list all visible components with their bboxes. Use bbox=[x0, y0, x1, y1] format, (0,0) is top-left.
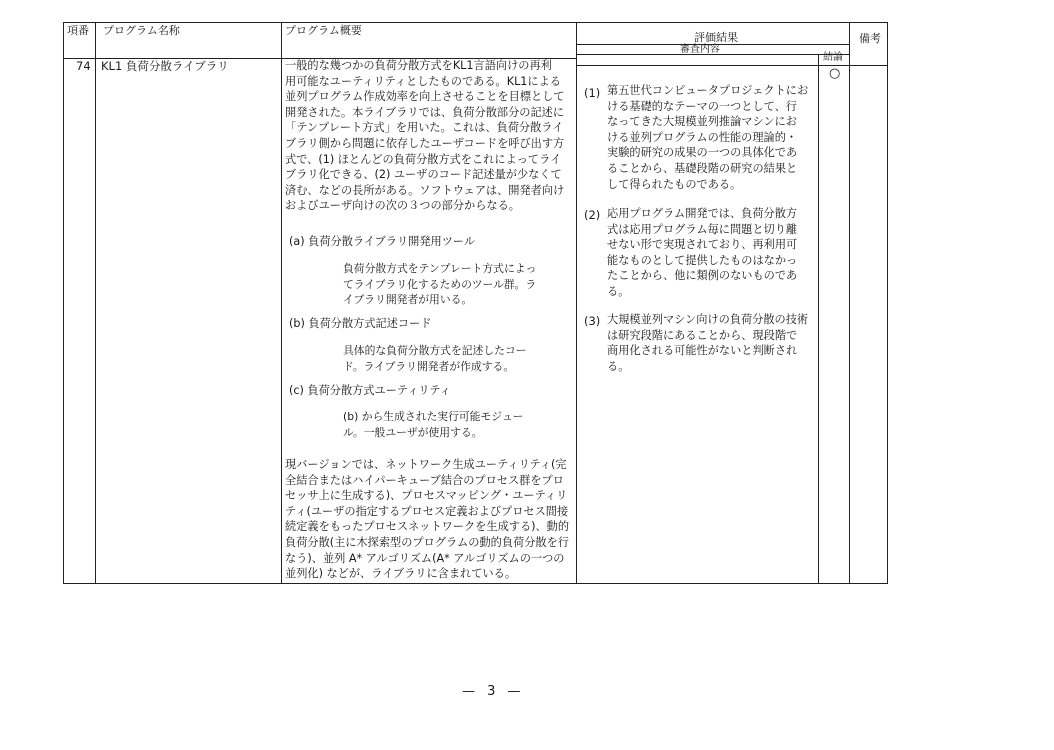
review-1-label: (1) bbox=[584, 86, 601, 100]
page-number: — 3 — bbox=[462, 684, 525, 699]
header-remarks: 備考 bbox=[859, 32, 881, 45]
col-divider-2 bbox=[281, 22, 282, 584]
review-3-text: 大規模並列マシン向けの負荷分散の技術 は研究段階にあることから、現段階で 商用化される可能性がないと判断され る。 bbox=[607, 313, 809, 373]
part-a-title: (a) 負荷分散ライブラリ開発用ツール bbox=[289, 235, 476, 248]
col-divider-1 bbox=[95, 22, 96, 584]
review-3-label: (3) bbox=[584, 314, 601, 328]
review-2-label: (2) bbox=[584, 208, 601, 222]
overview-intro: 一般的な幾つかの負荷分散方式をKL1言語向けの再利 用可能なユーティリティとしたものである。KL1による 並列プログラム作成効率を向上させることを目標として 開発された。本ライブラリでは、負荷分散部分の記述に 「テンプレート方式」を用いた。これは、負荷分散ライ ブラリ側から問題に依存したユーザコードを呼び出す方 式で、(1) ほとんどの負荷分散方式をこれによってライ ブラリ化できる、(2) ユーザのコード記述量が少なくて 済む、などの長所がある。ソフトウェアは、開発者向け およびユーザ向けの次の３つの部分からなる。 bbox=[285, 59, 565, 213]
header-program-overview: プログラム概要 bbox=[285, 24, 362, 37]
review-1-text: 第五世代コンピュータプロジェクトにお ける基礎的なテーマの一つとして、行 なってきた大規模並列推論マシンにお ける並列プログラムの性能の理論的・ 実験的研究の成果の一つの具体化であ ることから、基礎段階の研究の結果と して得られたものである。 bbox=[607, 84, 809, 191]
col-divider-4 bbox=[818, 54, 819, 584]
table-left-border bbox=[63, 22, 64, 584]
header-review-content: 審査内容 bbox=[680, 44, 720, 55]
header-evaluation-result: 評価結果 bbox=[694, 31, 738, 44]
program-name: KL1 負荷分散ライブラリ bbox=[101, 59, 229, 73]
header-conclusion: 結論 bbox=[823, 52, 843, 63]
part-c-title: (c) 負荷分散方式ユーティリティ bbox=[289, 384, 451, 397]
part-a-body: 負荷分散方式をテンプレート方式によっ てライブラリ化するためのツール群。ラ イブラリ開発者が用いる。 bbox=[343, 262, 537, 307]
col-divider-3 bbox=[576, 22, 577, 584]
eval-subheader-bottom bbox=[576, 65, 888, 66]
part-b-title: (b) 負荷分散方式記述コード bbox=[289, 317, 432, 330]
header-program-name: プログラム名称 bbox=[103, 24, 180, 37]
table-right-border bbox=[887, 22, 888, 584]
header-item-no: 項番 bbox=[67, 24, 89, 37]
conclusion-mark: ○ bbox=[829, 66, 841, 81]
table-bottom-border bbox=[63, 583, 888, 584]
part-b-body: 具体的な負荷分散方式を記述したコー ド。ライブラリ開発者が作成する。 bbox=[343, 344, 527, 373]
part-c-body: (b) から生成された実行可能モジュー ル。一般ユーザが使用する。 bbox=[343, 410, 524, 439]
overview-current: 現バージョンでは、ネットワーク生成ユーティリティ(完 全結合またはハイパーキューブ結合のプロセス群をプロ セッサ上に生成する)、プロセスマッピング・ユーティリ ティ(ユーザの指定するプロセス定義およびプロセス間接 続定義をもったプロセスネットワークを生成する)、動的 負荷分散(主に木探索型のプログラムの動的負荷分散を行 なう)、並列 A* アルゴリズム(A* アルゴリズムの一つの 並列化) などが、ライブラリに含まれている。 bbox=[285, 458, 570, 581]
table-top-border bbox=[63, 22, 888, 23]
col-divider-5 bbox=[849, 22, 850, 584]
review-2-text: 応用プログラム開発では、負荷分散方 式は応用プログラム毎に問題と切り離 せない形で実現されており、再利用可 能なものとして提供したものはなかっ たことから、他に類例のないものであ る。 bbox=[607, 207, 798, 298]
item-number: 74 bbox=[76, 59, 91, 73]
